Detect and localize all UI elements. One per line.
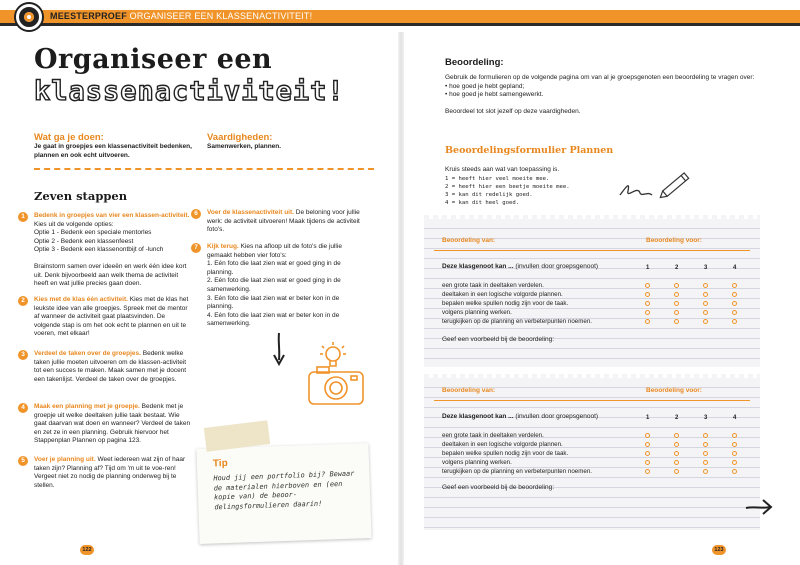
step-photo-item: 1. Eén foto die laat zien wat er goed ging in de planning.	[207, 260, 341, 276]
radio-option[interactable]	[732, 319, 737, 324]
page-title-line2: klassenactiviteit!	[34, 76, 345, 107]
radio-option[interactable]	[645, 310, 650, 315]
form-van-label: Beoordeling van:	[442, 237, 496, 244]
beoordeling-line: • hoe goed je hebt gepland;	[445, 82, 525, 90]
radio-option[interactable]	[703, 292, 708, 297]
legend-item: 1 = heeft hier veel moeite mee.	[445, 176, 550, 182]
kan-bold: Deze klasgenoot kan ...	[442, 413, 514, 420]
step-number: 1	[18, 212, 28, 222]
form-item: een grote taak in deeltaken verdelen.	[442, 432, 544, 439]
page-title-line1: Organiseer een	[34, 44, 273, 75]
radio-option[interactable]	[703, 310, 708, 315]
radio-option[interactable]	[645, 319, 650, 324]
tip-note	[196, 443, 371, 544]
step-body: Kies uit de volgende opties:	[34, 220, 114, 228]
radio-option[interactable]	[703, 469, 708, 474]
beoordeling-line: Beoordeel tot slot jezelf op deze vaardigheden.	[445, 108, 581, 116]
step-body: Kies na afloop uit de foto's die jullie gemaakt hebben vier foto's:	[207, 243, 342, 259]
step-7	[194, 243, 365, 329]
radio-option[interactable]	[645, 460, 650, 465]
col-number: 3	[704, 265, 708, 271]
dashed-divider	[34, 168, 374, 170]
form-item: een grote taak in deeltaken verdelen.	[442, 282, 544, 289]
beoordeling-line: • hoe goed je hebt samengewerkt.	[445, 91, 544, 99]
form-item: terugkijken op de planning en verbeterpunten noemen.	[442, 318, 592, 325]
doen-text: Je gaat in groepjes een klassenactiviteit bedenken, plannen en ook echt uitvoeren.	[34, 143, 192, 159]
form-voor-label: Beoordeling voor:	[646, 387, 702, 394]
vaard-heading: Vaardigheden:	[207, 132, 273, 143]
radio-option[interactable]	[703, 301, 708, 306]
step-title: Kies met de klas één activiteit.	[34, 296, 128, 303]
radio-option[interactable]	[645, 433, 650, 438]
radio-option[interactable]	[674, 301, 679, 306]
radio-option[interactable]	[732, 460, 737, 465]
radio-option[interactable]	[674, 283, 679, 288]
radio-option[interactable]	[703, 442, 708, 447]
step-title: Bedenk in groepjes van vier een klassen-activiteit.	[34, 212, 190, 219]
form-item: deeltaken in een logische volgorde plannen.	[442, 291, 563, 298]
tip-text: Houd jij een portfolio bij? Bewaar de materialen hierboven en (een kopie van) de beoor-delingsformulieren daarin!	[213, 469, 355, 512]
col-number: 4	[733, 415, 737, 421]
form-voor-label: Beoordeling voor:	[646, 237, 702, 244]
step-number: 2	[18, 296, 28, 306]
book-gutter	[398, 32, 404, 565]
doen-heading: Wat ga je doen:	[34, 132, 104, 143]
sheet-edge	[424, 374, 760, 380]
step-title: Kijk terug.	[207, 243, 239, 250]
form-item: bepalen welke spullen nodig zijn voor de taak.	[442, 300, 569, 307]
radio-option[interactable]	[703, 451, 708, 456]
header-label: MEESTERPROEF	[50, 11, 127, 21]
top-bar	[0, 0, 800, 32]
radio-option[interactable]	[703, 283, 708, 288]
sheet-edge	[424, 215, 760, 221]
radio-option[interactable]	[732, 433, 737, 438]
instruction-text: Kruis steeds aan wat van toepassing is.	[445, 166, 560, 173]
beoordeling-line: Gebruik de formulieren op de volgende pagina om van al je groepsgenoten een beoordeling te vragen over:	[445, 74, 755, 81]
radio-option[interactable]	[645, 451, 650, 456]
col-number: 2	[675, 265, 679, 271]
radio-option[interactable]	[732, 310, 737, 315]
radio-option[interactable]	[674, 451, 679, 456]
beoordeling-spacer	[445, 100, 765, 109]
step-4	[21, 403, 192, 446]
step-3	[21, 350, 192, 384]
radio-option[interactable]	[674, 319, 679, 324]
kan-rest: (invullen door groepsgenoot)	[513, 263, 599, 270]
page-number-left: 122	[80, 545, 94, 555]
target-icon	[16, 4, 42, 30]
header-rule	[0, 23, 800, 26]
header-title	[50, 11, 312, 21]
form-rule	[434, 400, 750, 401]
radio-option[interactable]	[674, 433, 679, 438]
legend-item: 3 = kan dit redelijk goed.	[445, 192, 533, 198]
form-item: deeltaken in een logische volgorde plannen.	[442, 441, 563, 448]
radio-option[interactable]	[674, 442, 679, 447]
form-sheet-2	[424, 378, 760, 530]
radio-option[interactable]	[732, 301, 737, 306]
kan-rest: (invullen door groepsgenoot)	[513, 413, 599, 420]
form-kan-label	[442, 413, 598, 420]
radio-option[interactable]	[645, 469, 650, 474]
form-item: terugkijken op de planning en verbeterpunten noemen.	[442, 468, 592, 475]
step-title: Voer je planning uit.	[34, 456, 96, 463]
col-number: 2	[675, 415, 679, 421]
pencil-icon	[616, 165, 696, 205]
header-subtitle: ORGANISEER EEN KLASSENACTIVITEIT!	[129, 11, 313, 21]
step-1	[21, 212, 192, 289]
radio-option[interactable]	[703, 433, 708, 438]
step-body: De beloning voor jullie werk: de activiteit uitvoeren! Maak tijdens de activiteit foto's.	[207, 209, 360, 234]
form-title: Beoordelingsformulier Plannen	[445, 145, 614, 156]
rating-legend	[445, 175, 645, 207]
step-title: Maak een planning met je groepje.	[34, 403, 140, 410]
section-doen	[34, 132, 214, 160]
step-number: 5	[18, 456, 28, 466]
col-number: 1	[646, 265, 650, 271]
step-body: Weet iedereen wat zijn of haar taken zijn? Planning af? Tijd om 'm uit te voe-ren! Vergeet niet zo nodig de planning onderweg bij te stellen.	[34, 456, 186, 489]
legend-item: 4 = kan dit heel goed.	[445, 200, 520, 206]
legend-item: 2 = heeft hier een beetje moeite mee.	[445, 184, 570, 190]
step-option: Optie 3 - Bedenk een klassenontbijt of -lunch	[34, 246, 164, 254]
form-item: bepalen welke spullen nodig zijn voor de taak.	[442, 450, 569, 457]
radio-option[interactable]	[645, 301, 650, 306]
step-6	[194, 209, 365, 235]
radio-option[interactable]	[732, 283, 737, 288]
step-after: Brainstorm samen over ideeën en werk één idee kort uit. Denk bijvoorbeeld aan welk thema de activiteit heeft en wat jullie precies gaan doen.	[34, 262, 187, 288]
radio-option[interactable]	[732, 442, 737, 447]
form-voorbeeld-label: Geef een voorbeeld bij de beoordeling:	[442, 336, 555, 343]
steps-title: Zeven stappen	[34, 189, 128, 203]
step-number: 3	[18, 350, 28, 360]
form-item: volgens planning werken.	[442, 309, 512, 316]
form-rule	[434, 250, 750, 251]
radio-option[interactable]	[674, 292, 679, 297]
step-2	[21, 296, 192, 339]
section-vaardigheden	[207, 132, 377, 152]
radio-option[interactable]	[674, 469, 679, 474]
step-body: Bedenk met je groepje uit welke deeltaken jullie taak bestaat. Wie gaat daarvan wat doen en wanneer? Verdeel de taken en zet ze in een planning. Gebruik hiervoor het Stappenplan Plannen op pagina 123.	[34, 403, 191, 445]
form-van-label: Beoordeling van:	[442, 387, 496, 394]
radio-option[interactable]	[645, 283, 650, 288]
beoordeling-text	[445, 74, 765, 117]
step-5	[21, 456, 192, 490]
page-number-right: 123	[712, 545, 726, 555]
step-title: Voer de klassenactiviteit uit.	[207, 209, 294, 216]
radio-option[interactable]	[645, 292, 650, 297]
radio-option[interactable]	[703, 460, 708, 465]
step-title: Verdeel de taken over de groepjes.	[34, 350, 141, 357]
step-option: Optie 2 - Bedenk een klassenfeest	[34, 237, 134, 245]
radio-option[interactable]	[703, 319, 708, 324]
camera-icon	[305, 340, 367, 410]
radio-option[interactable]	[732, 451, 737, 456]
arrow-down-icon	[272, 332, 286, 366]
step-option: Optie 1 - Bedenk een speciale mentorles	[34, 229, 152, 237]
form-item: volgens planning werken.	[442, 459, 512, 466]
radio-option[interactable]	[674, 460, 679, 465]
vaard-text: Samenwerken, plannen.	[207, 143, 282, 150]
radio-option[interactable]	[732, 469, 737, 474]
col-number: 3	[704, 415, 708, 421]
step-photo-item: 3. Eén foto die laat zien wat er beter kon in de planning.	[207, 294, 340, 311]
radio-option[interactable]	[674, 310, 679, 315]
form-voorbeeld-label: Geef een voorbeeld bij de beoordeling:	[442, 484, 555, 491]
tip-title: Tip	[212, 457, 228, 470]
step-photo-item: 2. Eén foto die laat zien wat er goed ging in de samenwerking.	[207, 277, 341, 293]
step-body: Bedenk welke taken jullie moeten uitvoeren om de klassen-activiteit tot een succes te maken. Maak samen met je docent een takenlijst. Verdeel de taken over de groepjes.	[34, 350, 187, 383]
form-sheet-1	[424, 219, 760, 367]
beoordeling-title: Beoordeling:	[445, 57, 504, 68]
form-kan-label	[442, 263, 598, 270]
col-number: 4	[733, 265, 737, 271]
radio-option[interactable]	[732, 292, 737, 297]
step-number: 7	[191, 243, 201, 253]
step-photo-item: 4. Eén foto die laat zien wat er beter kon in de samenwerking.	[207, 311, 340, 328]
step-number: 4	[18, 403, 28, 413]
col-number: 1	[646, 415, 650, 421]
radio-option[interactable]	[645, 442, 650, 447]
arrow-right-icon	[744, 496, 774, 518]
step-body: Kies met de klas het leukste idee van alle groepjes. Spreek met de mentor af wanneer de activiteit gaat plaatsvinden. De volgende stap is om het ook echt te plannen en uit te voeren, met elkaar!	[34, 296, 189, 338]
kan-bold: Deze klasgenoot kan ...	[442, 263, 514, 270]
step-number: 6	[191, 209, 201, 219]
